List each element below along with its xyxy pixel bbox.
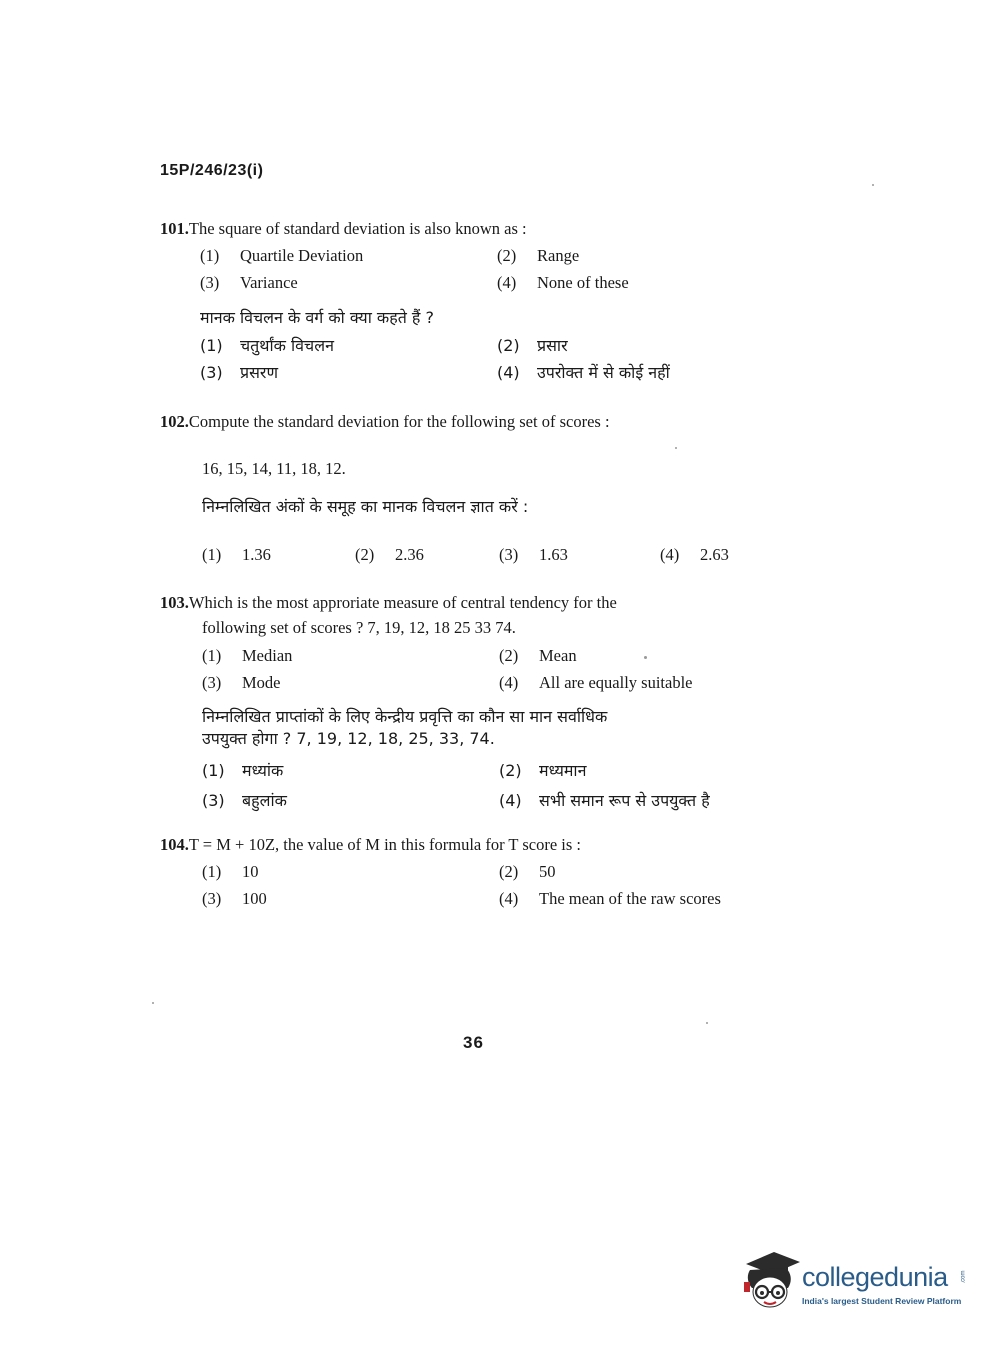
page-number: 36 — [463, 1033, 484, 1052]
option-4: (4) 2.63 — [660, 545, 729, 564]
question-text-line — [160, 590, 820, 616]
hindi-option-row — [202, 786, 820, 816]
question-text: Compute the standard deviation for the following set of scores : — [188, 412, 610, 431]
option-1: (1) 10 — [202, 862, 259, 881]
hindi-option-3: (3) बहुलांक — [202, 791, 287, 810]
question-body — [202, 616, 820, 816]
hindi-question-line-1: निम्नलिखित प्राप्तांकों के लिए केन्द्रीय प्रवृत्ति का कौन सा मान सर्वाधिक — [202, 707, 608, 726]
question-102 — [160, 409, 820, 568]
logo-tagline: India's largest Student Review Platform — [802, 1296, 962, 1306]
question-text: The square of standard deviation is also known as : — [188, 219, 527, 238]
hindi-question: निम्नलिखित अंकों के समूह का मानक विचलन ज्ञात करें : — [202, 497, 529, 516]
option-row — [202, 858, 820, 885]
question-body — [202, 457, 820, 568]
question-number: 102. — [160, 412, 189, 431]
question-number: 103. — [160, 593, 189, 612]
option-2: (2) Mean — [499, 646, 577, 665]
option-row — [202, 642, 820, 669]
hindi-question-line-2: उपयुक्त होगा ? 7, 19, 12, 18, 25, 33, 74. — [202, 729, 495, 748]
option-row — [202, 885, 820, 912]
question-number: 104. — [160, 835, 189, 854]
option-4: (4) The mean of the raw scores — [499, 889, 721, 908]
option-4: (4) All are equally suitable — [499, 673, 693, 692]
option-row — [200, 269, 820, 296]
question-103 — [160, 590, 820, 816]
hindi-option-row — [202, 756, 820, 786]
score-set: 16, 15, 14, 11, 18, 12. — [202, 459, 346, 478]
question-text-line — [160, 409, 820, 435]
hindi-option-row — [200, 332, 820, 359]
options-english — [202, 858, 820, 912]
question-text-continued: following set of scores ? 7, 19, 12, 18 25 33 74. — [202, 618, 516, 637]
question-101 — [160, 216, 820, 386]
options-english — [200, 242, 820, 386]
hindi-option-1: (1) मध्यांक — [202, 761, 284, 780]
hindi-option-4: (4) सभी समान रूप से उपयुक्त है — [499, 791, 710, 810]
logo-domain: .com — [960, 1270, 967, 1284]
scan-speck — [706, 1022, 708, 1024]
question-text: T = M + 10Z, the value of M in this formula for T score is : — [188, 835, 581, 854]
scan-speck — [644, 656, 647, 659]
option-3: (3) 100 — [202, 889, 267, 908]
option-1: (1) Quartile Deviation — [200, 246, 364, 265]
hindi-option-2: (2) प्रसार — [497, 336, 568, 355]
collegedunia-logo — [742, 1248, 972, 1314]
option-3: (3) Mode — [202, 673, 281, 692]
question-text-line — [160, 832, 820, 858]
hindi-option-1: (1) चतुर्थांक विचलन — [200, 336, 334, 355]
question-text-line — [160, 216, 820, 242]
option-row — [202, 541, 820, 568]
hindi-question: मानक विचलन के वर्ग को क्या कहते हैं ? — [200, 308, 434, 327]
scan-speck — [675, 447, 677, 449]
option-row — [200, 242, 820, 269]
option-2: (2) 50 — [499, 862, 556, 881]
option-2: (2) Range — [497, 246, 580, 265]
option-3: (3) Variance — [200, 273, 298, 292]
scan-speck — [152, 1002, 154, 1004]
hindi-option-3: (3) प्रसरण — [200, 363, 279, 382]
option-1: (1) Median — [202, 646, 293, 665]
paper-code: 15P/246/23(i) — [160, 162, 264, 179]
option-2: (2) 2.36 — [355, 545, 424, 564]
option-4: (4) None of these — [497, 273, 629, 292]
option-1: (1) 1.36 — [202, 545, 271, 564]
question-104 — [160, 832, 820, 912]
hindi-option-row — [200, 359, 820, 386]
question-text: Which is the most approriate measure of central tendency for the — [188, 593, 617, 612]
question-number: 101. — [160, 219, 189, 238]
hindi-option-2: (2) मध्यमान — [499, 761, 587, 780]
option-row — [202, 669, 820, 696]
hindi-option-4: (4) उपरोक्त में से कोई नहीं — [497, 363, 670, 382]
scan-speck — [872, 184, 874, 186]
logo-wordmark: collegedunia — [802, 1262, 948, 1292]
mascot-icon — [742, 1248, 802, 1314]
option-3: (3) 1.63 — [499, 545, 568, 564]
